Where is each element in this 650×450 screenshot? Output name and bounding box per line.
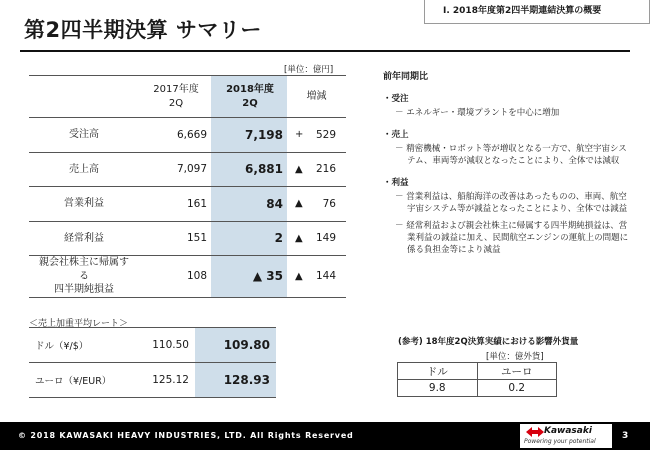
orders-2018: 7,198: [211, 118, 287, 153]
reference-table: [397, 362, 557, 397]
header-2018-text: 2018年度 2Q: [226, 84, 274, 109]
table-row: [398, 380, 557, 397]
table-header-row: [29, 76, 346, 118]
commentary-panel: [383, 71, 633, 265]
commentary-profit: [383, 177, 633, 257]
sales-change-sign: ▲: [295, 163, 303, 175]
table-row: [29, 363, 276, 398]
table-row: [29, 118, 346, 153]
net-income-change: 144: [315, 270, 336, 283]
fx-eur-2017: 125.12: [123, 363, 195, 398]
table-row: [29, 221, 346, 256]
net-income-change-sign: ▲: [295, 270, 303, 282]
fx-rate-table: [29, 327, 276, 398]
results-summary-table: [29, 75, 346, 298]
table-row: [29, 328, 276, 363]
operating-income-change-sign: ▲: [295, 198, 303, 210]
table-row: [29, 256, 346, 298]
operating-income-change: 76: [322, 197, 336, 210]
orders-change-sign: +: [295, 129, 304, 141]
commentary-profit-item-operating: － 営業利益は、船舶海洋の改善はあったものの、車両、航空宇宙システム等が減益となったことにより、全体では減益: [395, 191, 628, 215]
row-label-ordinary-income: 経常利益: [29, 221, 139, 256]
reference-header-usd: ドル: [398, 363, 478, 380]
commentary-profit-item-ordinary: － 経常利益および親会社株主に帰属する四半期純損益は、営業利益の減益に加え、民間航空エンジンの運航上の問題に係る負担金等により減益: [395, 220, 629, 256]
reference-value-eur: 0.2: [477, 380, 557, 397]
table-row: [29, 187, 346, 222]
net-income-2018: ▲ 35: [211, 256, 287, 298]
page-number: 3: [622, 431, 629, 441]
fx-eur-2018: 128.93: [195, 363, 276, 398]
row-label-sales: 売上高: [29, 152, 139, 187]
table-row: [398, 363, 557, 380]
reference-value-usd: 9.8: [398, 380, 478, 397]
fx-usd-2017: 110.50: [123, 328, 195, 363]
orders-change: 529: [315, 128, 336, 141]
commentary-sales-item: － 精密機械・ロボット等が増収となる一方で、航空宇宙システム、車両等が減収となったことにより、全体では減収: [395, 143, 627, 167]
orders-2017: 6,669: [139, 118, 211, 153]
section-tag: Ⅰ. 2018年度第2四半期連結決算の概要: [424, 0, 650, 24]
logo-tagline: Powering your potential: [524, 438, 596, 445]
ordinary-income-change-cell: [287, 221, 346, 256]
operating-income-2017: 161: [139, 187, 211, 222]
main-table-unit: [単位：億円]: [284, 65, 334, 75]
operating-income-change-cell: [287, 187, 346, 222]
river-mark-icon: [526, 427, 544, 437]
net-income-change-cell: [287, 256, 346, 298]
fx-label-usd: ドル（¥/$）: [29, 328, 123, 363]
sales-change-cell: [287, 152, 346, 187]
sales-2017: 7,097: [139, 152, 211, 187]
commentary-profit-label: ・利益: [383, 177, 409, 188]
net-income-label-text: 親会社株主に帰属する 四半期純損益: [39, 257, 129, 295]
commentary-heading: 前年同期比: [383, 72, 429, 82]
commentary-sales: [383, 129, 633, 168]
net-income-2017: 108: [139, 256, 211, 298]
commentary-orders-label: ・受注: [383, 94, 409, 105]
reference-header-eur: ユーロ: [477, 363, 557, 380]
commentary-sales-label: ・売上: [383, 129, 409, 140]
row-label-operating-income: 営業利益: [29, 187, 139, 222]
fx-label-eur: ユーロ（¥/EUR）: [29, 363, 123, 398]
commentary-orders-item: － エネルギー・環境プラントを中心に増加: [395, 108, 560, 119]
header-2017-text: 2017年度 2Q: [153, 84, 199, 109]
header-2018-2q: [211, 76, 287, 118]
reference-unit: [単位：億外貨]: [486, 352, 544, 362]
header-change: 増減: [287, 76, 346, 118]
reference-title: (参考) 18年度2Q決算実績における影響外貨量: [398, 337, 579, 347]
sales-change: 216: [315, 163, 336, 176]
ordinary-income-change: 149: [315, 232, 336, 245]
header-2017-2q: [139, 76, 211, 118]
kawasaki-logo: [520, 424, 612, 448]
operating-income-2018: 84: [211, 187, 287, 222]
ordinary-income-2018: 2: [211, 221, 287, 256]
title-divider: [20, 50, 630, 52]
orders-change-cell: [287, 118, 346, 153]
table-row: [29, 152, 346, 187]
header-blank: [29, 76, 139, 118]
ordinary-income-2017: 151: [139, 221, 211, 256]
row-label-orders: 受注高: [29, 118, 139, 153]
footer-bar: [0, 422, 650, 450]
commentary-orders: [383, 93, 633, 120]
logo-name: Kawasaki: [544, 426, 592, 436]
fx-rate-title: ＜売上加重平均レート＞: [29, 319, 129, 329]
row-label-net-income: [29, 256, 139, 298]
page-title: 第2四半期決算 サマリー: [24, 18, 262, 42]
fx-usd-2018: 109.80: [195, 328, 276, 363]
ordinary-income-change-sign: ▲: [295, 232, 303, 244]
copyright-text: © 2018 KAWASAKI HEAVY INDUSTRIES, LTD. All Rights Reserved: [18, 431, 354, 440]
sales-2018: 6,881: [211, 152, 287, 187]
